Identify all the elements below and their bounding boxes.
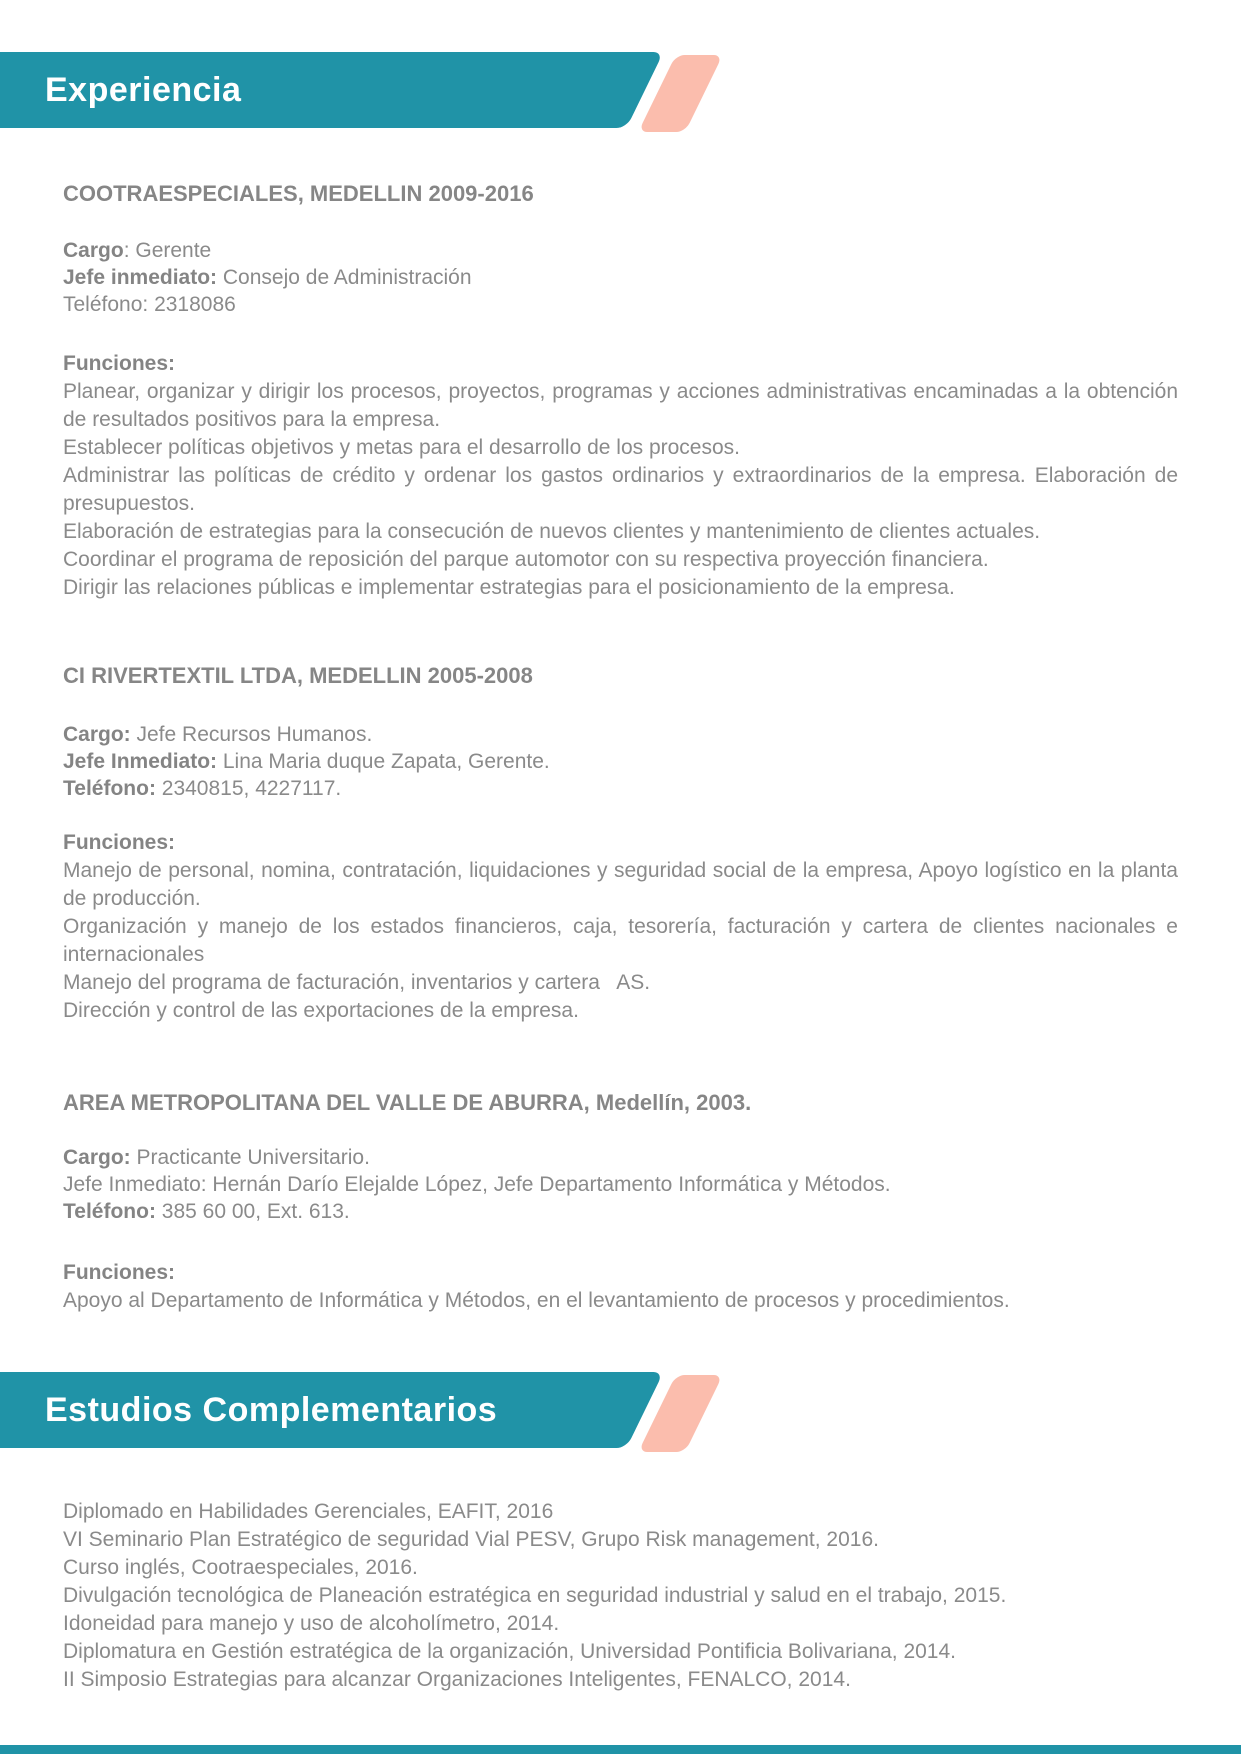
field-value: Jefe Inmediato: Hernán Darío Elejalde López, Jefe Departamento Informática y Métodos. <box>63 1173 891 1196</box>
funciones-label: Funciones: <box>63 352 176 375</box>
study-item: Curso inglés, Cootraespeciales, 2016. <box>63 1556 418 1579</box>
funcion-item: Manejo de personal, nomina, contratación, liquidaciones y seguridad social de la empresa, Apoyo logístico en la planta de producción. <box>63 859 1178 910</box>
funcion-item: Establecer políticas objetivos y metas para el desarrollo de los procesos. <box>63 436 741 459</box>
study-item: Diplomado en Habilidades Gerenciales, EAFIT, 2016 <box>63 1500 554 1523</box>
study-item: Diplomatura en Gestión estratégica de la organización, Universidad Pontificia Bolivariana, 2014. <box>63 1640 957 1663</box>
funciones-list <box>63 1287 1178 1315</box>
study-item: VI Seminario Plan Estratégico de seguridad Vial PESV, Grupo Risk management, 2016. <box>63 1528 879 1551</box>
funcion-item: Manejo del programa de facturación, inventarios y cartera AS. <box>63 971 651 994</box>
field-value: Lina Maria duque Zapata, Gerente. <box>217 750 550 773</box>
job-field-telefono <box>63 775 1178 802</box>
field-label: Cargo <box>63 239 124 262</box>
studies-list <box>63 1498 1181 1694</box>
field-label: Cargo: <box>63 1146 131 1169</box>
job-field-telefono <box>63 291 1178 318</box>
funcion-item: Dirección y control de las exportaciones de la empresa. <box>63 999 579 1022</box>
job-fields <box>63 237 1178 318</box>
field-label: Teléfono: <box>63 777 156 800</box>
job-field-jefe <box>63 748 1178 775</box>
job-heading: CI RIVERTEXTIL LTDA, MEDELLIN 2005-2008 <box>63 663 533 688</box>
job-field-jefe <box>63 264 1178 291</box>
footer-bar <box>0 1745 1241 1754</box>
field-value: Consejo de Administración <box>217 266 472 289</box>
section-banner-experiencia <box>0 52 1241 128</box>
field-value: Jefe Recursos Humanos. <box>130 723 373 746</box>
funcion-item: Organización y manejo de los estados financieros, caja, tesorería, facturación y cartera de clientes nacionales e internacionales <box>63 915 1178 966</box>
job-fields <box>63 721 1178 802</box>
funciones-label: Funciones: <box>63 1261 176 1284</box>
section-title-estudios: Estudios Complementarios <box>45 1390 498 1429</box>
field-value: 385 60 00, Ext. 613. <box>155 1200 350 1223</box>
job-heading: COOTRAESPECIALES, MEDELLIN 2009-2016 <box>63 181 534 206</box>
funcion-item: Planear, organizar y dirigir los procesos, proyectos, programas y acciones administrativas encaminadas a la obtención de resultados positivos para la empresa. <box>63 380 1178 431</box>
funcion-item: Coordinar el programa de reposición del parque automotor con su respectiva proyección financiera. <box>63 548 989 571</box>
job-entry-area-metropolitana <box>63 1089 1178 1315</box>
job-field-telefono <box>63 1198 1178 1225</box>
section-banner-estudios <box>0 1372 1241 1448</box>
funcion-item: Elaboración de estrategias para la consecución de nuevos clientes y mantenimiento de clientes actuales. <box>63 520 1041 543</box>
funcion-item: Administrar las políticas de crédito y ordenar los gastos ordinarios y extraordinarios de la empresa. Elaboración de presupuestos. <box>63 464 1178 515</box>
funciones-label: Funciones: <box>63 831 176 854</box>
job-heading: AREA METROPOLITANA DEL VALLE DE ABURRA, Medellín, 2003. <box>63 1090 752 1115</box>
field-label: Jefe inmediato: <box>63 266 218 289</box>
field-value: : Gerente <box>123 239 212 262</box>
study-item: II Simposio Estrategias para alcanzar Organizaciones Inteligentes, FENALCO, 2014. <box>63 1668 851 1691</box>
funcion-item: Apoyo al Departamento de Informática y Métodos, en el levantamiento de procesos y procedimientos. <box>63 1289 1010 1312</box>
job-entry-cootraespeciales <box>63 180 1178 602</box>
field-label: Jefe Inmediato: <box>63 750 218 773</box>
study-item: Divulgación tecnológica de Planeación estratégica en seguridad industrial y salud en el trabajo, 2015. <box>63 1584 1007 1607</box>
field-value: Practicante Universitario. <box>130 1146 370 1169</box>
job-field-cargo <box>63 721 1178 748</box>
job-field-cargo <box>63 1144 1178 1171</box>
funciones-list <box>63 857 1178 1025</box>
job-fields <box>63 1144 1178 1225</box>
job-field-jefe <box>63 1171 1178 1198</box>
job-entry-rivertextil <box>63 662 1178 1025</box>
field-value: Teléfono: 2318086 <box>63 293 236 316</box>
funcion-item: Dirigir las relaciones públicas e implementar estrategias para el posicionamiento de la empresa. <box>63 576 955 599</box>
job-field-cargo <box>63 237 1178 264</box>
field-value: 2340815, 4227117. <box>155 777 342 800</box>
field-label: Teléfono: <box>63 1200 156 1223</box>
section-title-experiencia: Experiencia <box>45 70 242 109</box>
field-label: Cargo: <box>63 723 131 746</box>
study-item: Idoneidad para manejo y uso de alcoholímetro, 2014. <box>63 1612 560 1635</box>
funciones-list <box>63 378 1178 602</box>
